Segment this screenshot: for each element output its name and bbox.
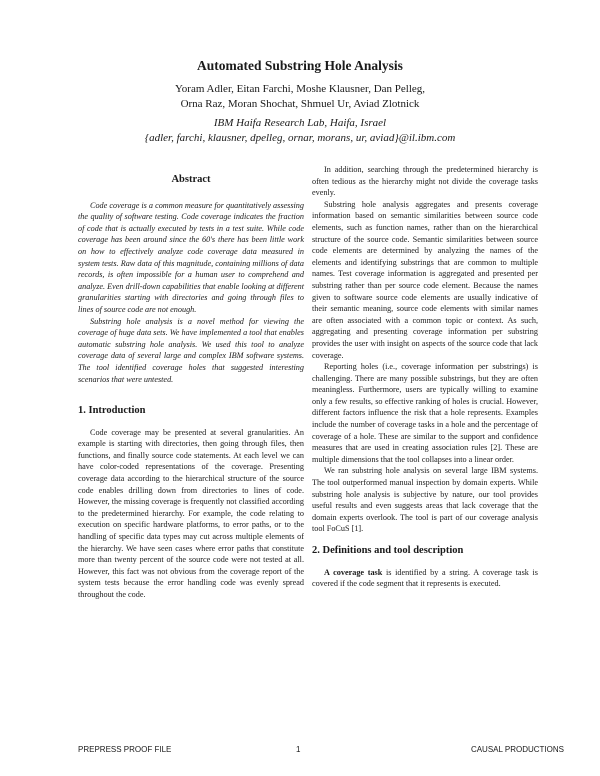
intro-paragraph-4: Reporting holes (i.e., coverage information per substrings) is challenging. There are many possible substrings, but they are often meaningless. Furthermore, users are typically willing to examine only a few results, so effective ranking of holes is crucial. However, different factors influence the risk that a hole represents. Examples include the number of coverage tasks in a hole and the percentage of coverage of a hole. These are similar to the support and confidence measures that are used in creating association rules [2]. These are multiple dimensions that the tool collapses into a linear order. xyxy=(312,362,538,464)
author-list xyxy=(0,82,600,112)
section-heading-introduction: 1. Introduction xyxy=(78,405,146,417)
footer-left: PREPRESS PROOF FILE xyxy=(78,745,172,754)
term-coverage-task: A coverage task xyxy=(324,567,383,577)
right-column xyxy=(312,164,538,590)
affiliation-block xyxy=(0,116,600,146)
intro-paragraph-3: Substring hole analysis aggregates and presents coverage information based on semantic similarities between source code elements, such as function names, rather than on the hierarchical structure of the source code. Semantic similarities between source code elements are determined by analyzing the names of the elements and identifying substrings that are common to multiple names. Test coverage information is aggregated and presented per substring rather than per source code element. Because the names given to software source code elements are usually indicative of their semantic meaning, source code elements with similar names are often associated with a common topic or context. As such, aggregating and presenting coverage information per substring provides the user with insight on aspects of the source code that lack coverage. xyxy=(312,199,538,360)
abstract-paragraph-2: Substring hole analysis is a novel method for viewing the coverage of huge data sets. We have implemented a tool that enables automatic substring hole analysis. We used this tool to analyze coverage data of several large and complex IBM software systems. The tool identified coverage holes that suggested interesting scenarios that were untested. xyxy=(78,316,304,384)
author-emails: {adler, farchi, klausner, dpelleg, ornar, morans, ur, aviad}@il.ibm.com xyxy=(144,132,456,144)
section-heading-definitions: 2. Definitions and tool description xyxy=(312,545,464,556)
definitions-paragraph-1 xyxy=(312,567,538,590)
definitions-text: is identified by a string. A coverage task is covered if the code segment that it represents is executed. xyxy=(312,567,538,589)
abstract-paragraph-1: Code coverage is a common measure for quantitatively assessing the quality of software testing. Code coverage indicates the fraction of code that is actually executed by tests in a test suite. While code coverage has been around since the 60's there has been little work on how to effectively analyze code coverage data measured in system tests. Raw data of this magnitude, containing millions of data records, is often impossible for a human user to comprehend and analyze. Even drill-down capabilities that enable looking at different granularities starting with directories and going through files to lines of source code are not enough. xyxy=(78,200,304,314)
authors-line-1: Yoram Adler, Eitan Farchi, Moshe Klausner, Dan Pelleg, xyxy=(174,83,426,95)
footer-right: CAUSAL PRODUCTIONS xyxy=(470,745,564,754)
affiliation: IBM Haifa Research Lab, Haifa, Israel xyxy=(213,117,387,129)
intro-paragraph-1: Code coverage may be presented at several granularities. An example is starting with directories, then going through files, then functions, and finally source code statements. At each level we can have color-coded representations of the coverage. Presenting coverage data according to the hierarchical structure of the source code enables drilling down from directories to lines of code. However, the missing coverage is frequently not classified according to the predetermined hierarchy. For example, the code relating to execution on specific hardware platforms, to error paths, or to the handling of specific data types may cut across multiple elements of the hierarchy. We have seen cases where error paths that constitute more than twenty percent of the source code were not tested at all. However, this fact was not obvious from the coverage report of the system tests because the error handling code was evenly spread throughout the code. xyxy=(78,427,304,599)
intro-paragraph-2: In addition, searching through the predetermined hierarchy is often tedious as the hierarchy might not divide the coverage tasks evenly. xyxy=(312,165,538,198)
intro-paragraph-5: We ran substring hole analysis on several large IBM systems. The tool outperformed manual inspection by domain experts. While substring hole analysis is subjective by nature, our tool provides useful results and even suggests areas that lack coverage that the domain experts overlook. The tool is part of our coverage analysis tool FoCuS [1]. xyxy=(312,466,538,534)
paper-title: Automated Substring Hole Analysis xyxy=(197,58,403,73)
left-column xyxy=(78,170,304,601)
page-number: 1 xyxy=(296,745,301,754)
abstract-heading: Abstract xyxy=(171,174,211,185)
authors-line-2: Orna Raz, Moran Shochat, Shmuel Ur, Aviad Zlotnick xyxy=(180,98,420,110)
